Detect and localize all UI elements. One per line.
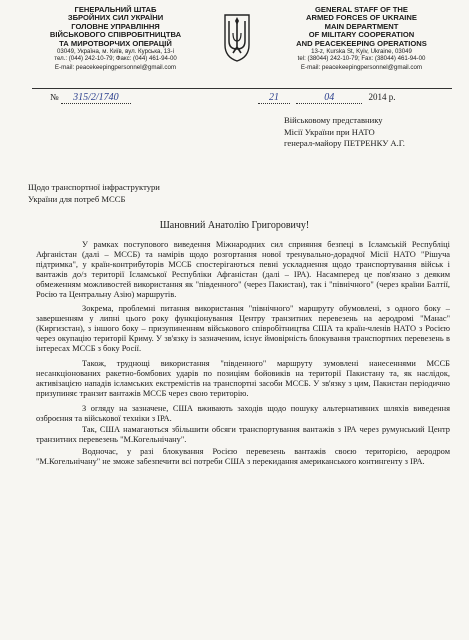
date-day: 21 bbox=[269, 92, 279, 103]
letterhead-ukrainian bbox=[18, 6, 213, 71]
reference-number-value: 315/2/1740 bbox=[73, 92, 119, 103]
paragraph: Зокрема, проблемні питання використання "північного" маршруту обумовлені, з одного боку – завершенням у липні цього року функціонування Центру транзитних перевезень на аеродромі "Манас" (Киргизстан), з іншого боку – призупиненням військового співробітництва США та країн-членів НАТО з Росією через окупацію території Криму. У зв'язку із зазначеним, існує ймовірність блокування транспортних перевезень в інтересах МССБ з боку Росії. bbox=[36, 304, 450, 354]
reference-date bbox=[258, 92, 396, 104]
paragraph: З огляду на зазначене, США вживають заходів щодо пошуку альтернативних шляхів виведення озброєння та військової техніки з ІРА. bbox=[36, 403, 450, 423]
address-en: 13-z, Kurska St, Kyiv, Ukraine, 03049 tel: (38044) 242-10-79; Fax: (38044) 461-94-00 bbox=[297, 48, 426, 63]
address-ua: 03049, Україна, м. Київ, вул. Курська, 13-і тел.: (044) 242-10-79; Факс: (044) 461-94-00 bbox=[54, 48, 177, 63]
salutation: Шановний Анатолію Григоровичу! bbox=[159, 220, 310, 231]
paragraph: Водночас, у разі блокування Росією перевезень вантажів своєю територією, аеродром "М.Когельнічану" не зможе забезпечити всі потреби США з перекидання американського контингенту з ІРА. bbox=[36, 447, 450, 467]
reference-number: № 315/2/1740 bbox=[50, 92, 131, 104]
date-month: 04 bbox=[324, 92, 335, 103]
subject-block: Щодо транспортної інфраструктури України для потреб МССБ bbox=[28, 182, 160, 204]
letter-body bbox=[36, 240, 450, 469]
org-name-ua: ГЕНЕРАЛЬНИЙ ШТАБ ЗБРОЙНИХ СИЛ УКРАЇНИ ГОЛОВНЕ УПРАВЛІННЯ ВІЙСЬКОВОГО СПІВРОБІТНИЦТВА ТА МИРОТВОРЧИХ ОПЕРАЦІЙ bbox=[49, 5, 182, 48]
date-year: 2014 р. bbox=[368, 92, 396, 102]
header-divider bbox=[32, 88, 452, 89]
email-ua: E-mail: peacekeepingpersonnel@gmail.com bbox=[54, 63, 177, 71]
email-en: E-mail: peacekeepingpersonnel@gmail.com bbox=[300, 63, 423, 71]
recipient-block: Військовому представнику Місії України при НАТО генерал-майору ПЕТРЕНКУ А.Г. bbox=[284, 115, 405, 148]
letterhead-english bbox=[259, 6, 464, 71]
trident-coat-of-arms-icon bbox=[223, 11, 251, 63]
paragraph: Також, труднощі використання "південного" маршруту зумовлені нанесеннями МССБ несанкціонованих ракетно-бомбових ударів по позиціям бойовиків на території Пакистану та, як наслідок, активізацією нападів ісламських екстремістів на транспортні засоби МССБ. У зв'язку з цим, Пакистан періодично призупиняє транзит вантажів МССБ через свою територію. bbox=[36, 358, 450, 398]
org-name-en: GENERAL STAFF OF THE ARMED FORCES OF UKRAINE MAIN DEPARTMENT OF MILITARY COOPERATION AND PEACEKEEPING OPERATIONS bbox=[296, 5, 427, 48]
paragraph: У рамках поступового виведення Міжнародних сил сприяння безпеці в Ісламській Республіці Афганістан (далі – МССБ) та намірів щодо розгортання нової тренувально-дорадчої Місії НАТО "Рішуча підтримка", у країн-контрибуторів МССБ спостерігаються певні ускладнення щодо транспортування військ і вантажів до/з території Ісламської Республіки Афганістан (далі – ІРА). Насамперед це пов'язано з деяким обмеженням можливостей використання як "південного" (через Пакистан), так і "північного" (через країни Балтії, Росію та Центральну Азію) маршрутів. bbox=[36, 240, 450, 299]
paragraph: Так, США намагаються збільшити обсяги транспортування вантажів з ІРА через румунський Центр транзитних перевезень "М.Когельнічану". bbox=[36, 425, 450, 445]
